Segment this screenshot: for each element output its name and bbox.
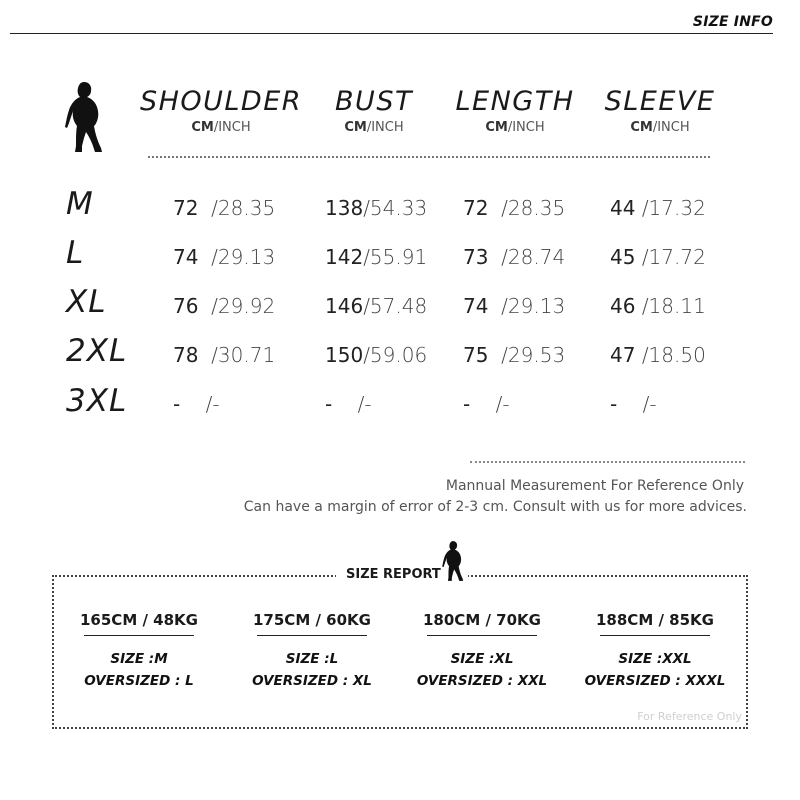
column-name: SLEEVE: [604, 86, 716, 117]
size-report-entry: [570, 611, 740, 692]
recommended-size: SIZE :M: [110, 651, 168, 667]
table-cell: 146/57.48: [325, 294, 428, 318]
entry-underline: [600, 635, 710, 636]
table-cell: - /-: [610, 392, 657, 416]
size-report-title: SIZE REPORT: [346, 567, 441, 582]
height-weight: 180CM / 70KG: [423, 611, 541, 629]
recommended-size: SIZE :XL: [450, 651, 514, 667]
table-cell: - /-: [173, 392, 220, 416]
column-unit: CM/INCH: [191, 120, 251, 135]
column-unit: CM/INCH: [485, 120, 545, 135]
table-cell: 73 /28.74: [463, 245, 566, 269]
error-margin-note: Can have a margin of error of 2-3 cm. Consult with us for more advices.: [243, 499, 747, 515]
entry-underline: [427, 635, 537, 636]
height-weight: 175CM / 60KG: [253, 611, 371, 629]
column-name: BUST: [335, 86, 413, 117]
table-cell: 47 /18.50: [610, 343, 706, 367]
table-cell: 45 /17.72: [610, 245, 706, 269]
column-header-sleeve: [575, 86, 745, 135]
column-unit: CM/INCH: [344, 120, 404, 135]
size-label-2xl: 2XL: [66, 333, 128, 369]
height-weight: 188CM / 85KG: [596, 611, 714, 629]
table-cell: - /-: [325, 392, 372, 416]
header-dotted-divider: [148, 156, 710, 158]
size-report-entry: [54, 611, 224, 692]
table-cell: 76 /29.92: [173, 294, 276, 318]
table-cell: 142/55.91: [325, 245, 428, 269]
size-label-3xl: 3XL: [66, 383, 128, 419]
column-name: LENGTH: [455, 86, 575, 117]
size-label-m: M: [66, 186, 94, 222]
table-cell: 74 /29.13: [173, 245, 276, 269]
oversized-size: OVERSIZED : XXXL: [584, 673, 726, 689]
recommended-size: SIZE :L: [285, 651, 339, 667]
table-cell: 75 /29.53: [463, 343, 566, 367]
table-cell: 150/59.06: [325, 343, 428, 367]
table-cell: 44 /17.32: [610, 196, 706, 220]
column-header-shoulder: [136, 86, 306, 135]
table-cell: 46 /18.11: [610, 294, 706, 318]
size-report-entry: [227, 611, 397, 692]
size-report-entry: [397, 611, 567, 692]
table-cell: 74 /29.13: [463, 294, 566, 318]
oversized-size: OVERSIZED : XL: [252, 673, 372, 689]
header-divider: [10, 33, 773, 34]
entry-underline: [84, 635, 194, 636]
column-name: SHOULDER: [139, 86, 303, 117]
recommended-size: SIZE :XXL: [618, 651, 692, 667]
ape-silhouette-icon: [441, 540, 465, 582]
ape-silhouette-icon: [64, 80, 104, 154]
oversized-size: OVERSIZED : XXL: [416, 673, 548, 689]
table-cell: 72 /28.35: [463, 196, 566, 220]
oversized-size: OVERSIZED : L: [84, 673, 194, 689]
entry-underline: [257, 635, 367, 636]
table-cell: 72 /28.35: [173, 196, 276, 220]
table-cell: 138/54.33: [325, 196, 428, 220]
size-label-l: L: [66, 235, 85, 271]
reference-only-note: For Reference Only: [637, 710, 742, 723]
page-title: SIZE INFO: [692, 14, 773, 30]
column-unit: CM/INCH: [630, 120, 690, 135]
table-cell: 78 /30.71: [173, 343, 276, 367]
size-label-xl: XL: [66, 284, 107, 320]
measurement-note: Mannual Measurement For Reference Only: [445, 478, 744, 494]
note-dotted-divider: [470, 461, 745, 463]
table-cell: - /-: [463, 392, 510, 416]
height-weight: 165CM / 48KG: [80, 611, 198, 629]
